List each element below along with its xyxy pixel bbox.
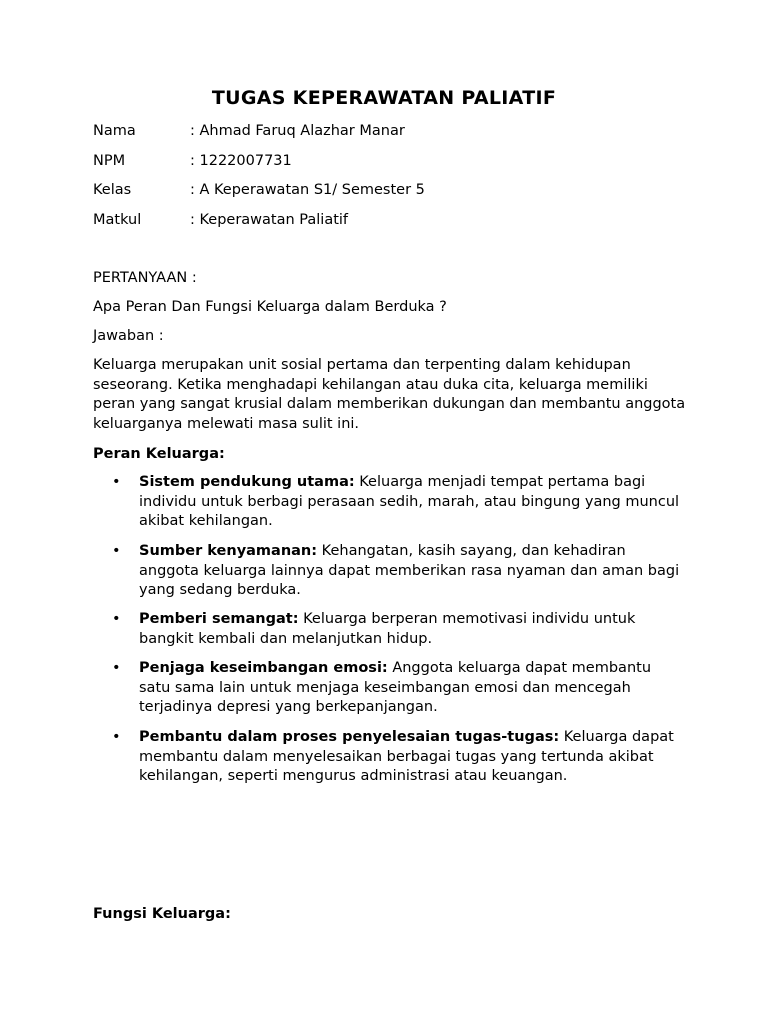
list-item [139, 728, 684, 787]
list-item-text: Keluarga dapat membantu dalam menyelesaikan berbagai tugas yang tertunda akibat kehilangan, seperti mengurus administrasi atau keuangan. [139, 729, 674, 785]
list-item-term: Pembantu dalam proses penyelesaian tugas-tugas: [139, 729, 560, 745]
info-value: : 1222007731 [190, 153, 292, 169]
info-value: : A Keperawatan S1/ Semester 5 [190, 182, 425, 198]
peran-heading: Peran Keluarga: [93, 446, 225, 462]
info-value: : Ahmad Faruq Alazhar Manar [190, 123, 405, 139]
answer-intro-paragraph: Keluarga merupakan unit sosial pertama dan terpenting dalam kehidupan seseorang. Ketika menghadapi kehilangan atau duka cita, keluarga memiliki peran yang sangat krusial dalam memberikan dukungan dan membantu anggota keluarganya melewati masa sulit ini. [93, 357, 686, 432]
fungsi-heading: Fungsi Keluarga: [93, 906, 231, 922]
list-item-term: Sumber kenyamanan: [139, 543, 318, 559]
list-item-text: Keluarga menjadi tempat pertama bagi individu untuk berbagi perasaan sedih, marah, atau bingung yang muncul akibat kehilangan. [139, 474, 680, 530]
list-item-term: Pemberi semangat: [139, 611, 299, 627]
info-label: Nama [93, 123, 136, 139]
info-label: Kelas [93, 182, 132, 198]
bullet-icon: • [112, 543, 121, 559]
info-label: Matkul [93, 212, 142, 228]
info-value: : Keperawatan Paliatif [190, 212, 349, 228]
list-item [139, 542, 684, 601]
list-item-term: Penjaga keseimbangan emosi: [139, 660, 388, 676]
list-item-term: Sistem pendukung utama: [139, 474, 355, 490]
list-item-text: Keluarga berperan memotivasi individu untuk bangkit kembali dan melanjutkan hidup. [139, 611, 636, 647]
list-item [139, 659, 684, 718]
list-item-text: Kehangatan, kasih sayang, dan kehadiran anggota keluarga lainnya dapat memberikan rasa nyaman dan aman bagi yang sedang berduka. [139, 543, 680, 599]
info-label: NPM [93, 153, 126, 169]
question-heading: PERTANYAAN : [93, 270, 197, 286]
answer-heading: Jawaban : [93, 328, 164, 344]
list-item [139, 610, 684, 649]
list-item-text: Anggota keluarga dapat membantu satu sama lain untuk menjaga keseimbangan emosi dan mencegah terjadinya depresi yang berkepanjangan. [139, 660, 652, 716]
list-item [139, 473, 684, 532]
bullet-icon: • [112, 660, 121, 676]
bullet-icon: • [112, 729, 121, 745]
bullet-icon: • [112, 474, 121, 490]
bullet-icon: • [112, 611, 121, 627]
document-title: TUGAS KEPERAWATAN PALIATIF [211, 87, 557, 109]
question-text: Apa Peran Dan Fungsi Keluarga dalam Berduka ? [93, 299, 447, 315]
